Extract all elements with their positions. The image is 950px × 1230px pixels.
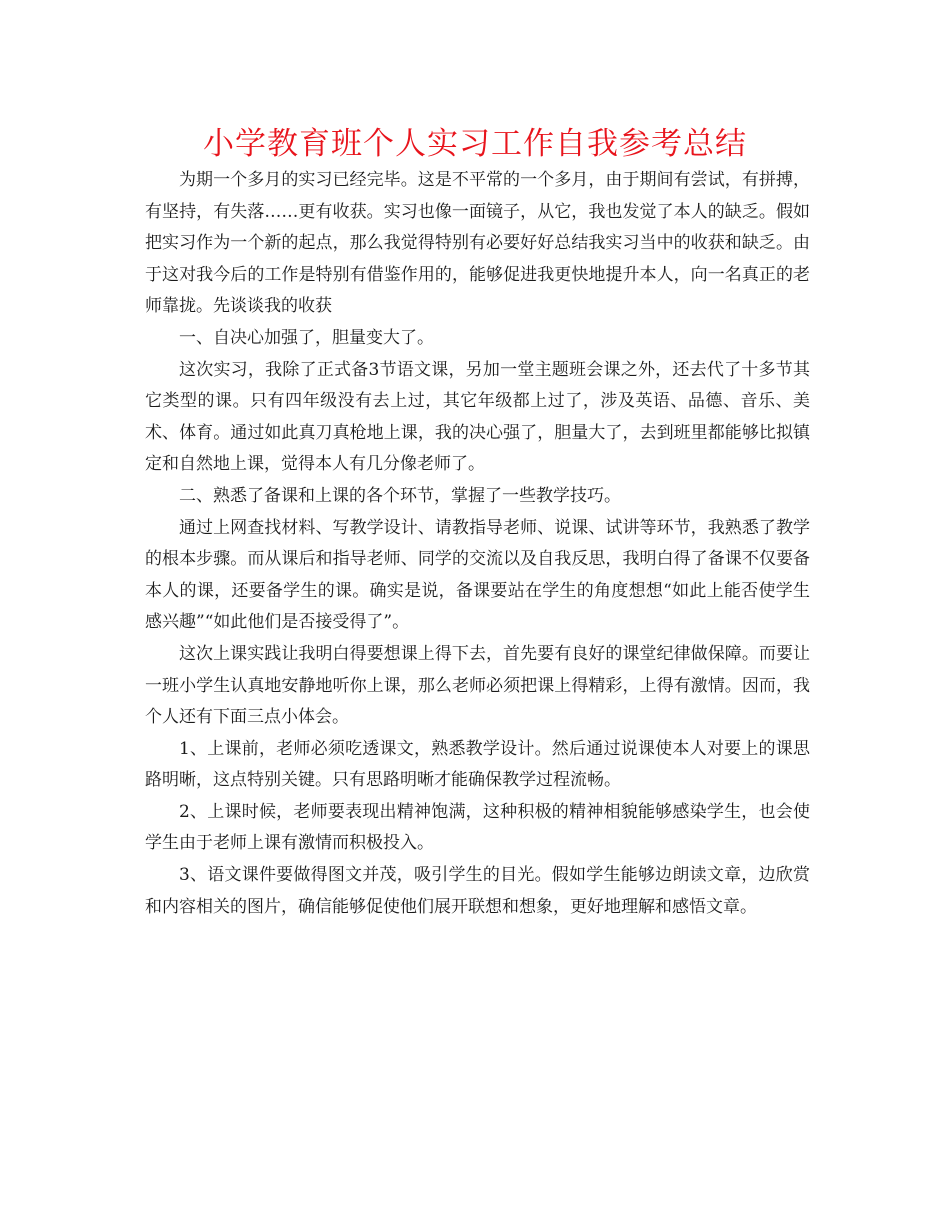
paragraph-section-1: 这次实习，我除了正式备3节语文课，另加一堂主题班会课之外，还去代了十多节其它类型的课。只有四年级没有去上过，其它年级都上过了，涉及英语、品德、音乐、美术、体育。通过如此真刀真枪地上课，我的决心强了，胆量大了，去到班里都能够比拟镇定和自然地上课，觉得本人有几分像老师了。 — [145, 359, 810, 475]
paragraph-intro: 为期一个多月的实习已经完毕。这是不平常的一个多月，由于期间有尝试，有拼搏，有坚持，有失落……更有收获。实习也像一面镜子，从它，我也发觉了本人的缺乏。假如把实习作为一个新的起点，那么我觉得特别有必要好好总结我实习当中的收获和缺乏。由于这对我今后的工作是特别有借鉴作用的，能够促进我更快地提升本人，向一名真正的老师靠拢。先谈谈我的收获 — [145, 170, 810, 317]
document-body — [145, 165, 810, 923]
list-item-2: 2、上课时候，老师要表现出精神饱满，这种积极的精神相貌能够感染学生，也会使学生由于老师上课有激情而积极投入。 — [145, 801, 810, 854]
section-heading-2: 二、熟悉了备课和上课的各个环节，掌握了一些教学技巧。 — [179, 485, 621, 506]
list-item-3: 3、语文课件要做得图文并茂，吸引学生的目光。假如学生能够边朗读文章，边欣赏和内容相关的图片，确信能够促使他们展开联想和想象，更好地理解和感悟文章。 — [145, 865, 810, 917]
paragraph-practice: 这次上课实践让我明白得要想课上得下去，首先要有良好的课堂纪律做保障。而要让一班小学生认真地安静地听你上课，那么老师必须把课上得精彩，上得有激情。因而，我个人还有下面三点小体会。 — [145, 643, 810, 728]
list-item-1: 1、上课前，老师必须吃透课文，熟悉教学设计。然后通过说课使本人对要上的课思路明晰，这点特别关键。只有思路明晰才能确保教学过程流畅。 — [145, 738, 810, 791]
section-heading-1: 一、自决心加强了，胆量变大了。 — [179, 327, 434, 348]
paragraph-section-2: 通过上网查找材料、写教学设计、请教指导老师、说课、试讲等环节，我熟悉了教学的根本步骤。而从课后和指导老师、同学的交流以及自我反思，我明白得了备课不仅要备本人的课，还要备学生的课。确实是说，备课要站在学生的角度想想“如此上能否使学生感兴趣”“如此他们是否接受得了”。 — [145, 517, 810, 633]
document-title: 小学教育班个人实习工作自我参考总结 — [203, 126, 747, 162]
